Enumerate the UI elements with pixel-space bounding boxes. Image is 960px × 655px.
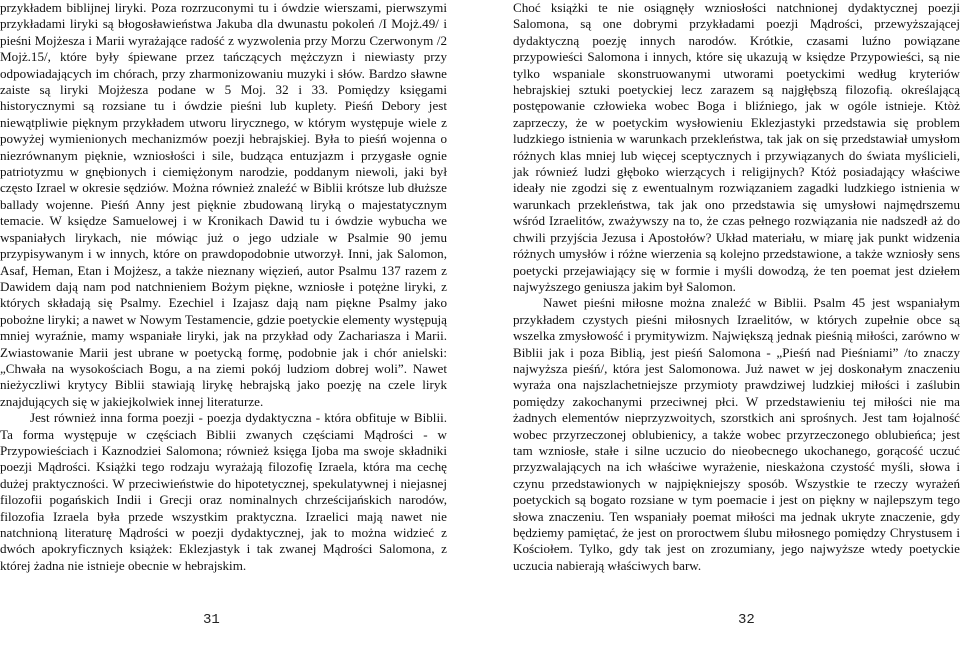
right-page-text	[513, 0, 960, 574]
left-page-number: 31	[203, 612, 220, 628]
right-paragraph-2: Nawet pieśni miłosne można znaleźć w Biblii. Psalm 45 jest wspaniałym przykładem czystych pieśni miłosnych Izraelitów, w których zupełnie obce są wszelka zmysłowość i prymitywizm. Największą jednak pieśnią miłości, zarówno w Biblii jak i poza Biblią, jest pieśń Salomona - „Pieśń nad Pieśniami” /to znaczy najwyższa pieśń/, która jest Salomonowa. Już nawet w jej doskonałym znaczeniu wyraża ona najszlachetniejsze przymioty prawdziwej ludzkiej miłości i zaślubin pomiędzy zakochanymi przeciwnej płci. W przedstawieniu tej miłości nie ma żadnych elementów nieprzyzwoitych, szorstkich ani sprośnych. Jest tam łojalność wobec przyrzeczonej oblubienicy, a także wobec przyrzeczonego oblubieńca; jest tam wzniosłe, stałe i silne uczucio do nieobecnego ukochanego, gorącość uczuć przyzwalających na ich właściwe wyrażenie, nieskażona czystość myśli, słowa i czynu przedstawionych w najpiękniejszy sposób. Wszystkie te rzeczy wyrażeń poetyckich są bogato rozsiane w tym poemacie i jest on piękny w najlepszym tego słowa znaczeniu. Ten wspaniały poemat miłości ma jednak ukryte znaczenie, gdy będziemy pamiętać, że jest on proroctwem ślubu miłosnego pomiędzy Chrystusem i Kościołem. Tylko, gdy tak jest on zrozumiany, jego najwyższe wtedy poetyckie uczucia nabierają właściwych barw.	[513, 295, 960, 573]
left-paragraph-1: przykładem biblijnej liryki. Poza rozrzuconymi tu i ówdzie wierszami, pierwszymi przykładami liryki są błogosławieństwa Jakuba dla dwunastu pokoleń /I Mojż.49/ i pieśni Mojżesza i Marii wyrażające radość z wyzwolenia przy Morzu Czerwonym /2 Mojż.15/, które były śpiewane przez tańczących mężczyzn i niewiasty przy odpowiadających im chórach, przy zharmonizowaniu muzyki i słów. Bardzo sławne zaiste są liryki Mojżesza podane w 5 Moj. 32 i 33. Pomiędzy księgami historycznymi są rozsiane tu i ówdzie pieśni lub kuplety. Pieśń Debory jest niewątpliwie pięknym przykładem utworu lirycznego, w którym występuje wiele z powyżej wymienionych mechanizmów poezji hebrajskiej. Była to pieśń wojenna o niezrównanym pięknie, wzniosłości i sile, budząca entuzjazm i przygasłe ognie patriotyzmu w gnębionych i ciemiężonym narodzie, poddanym niewoli, jaki był często Izrael w okresie sędziów. Można również znaleźć w Biblii krótsze lub dłuższe ballady wojenne. Pieśń Anny jest pięknie zbudowaną liryką o majestatycznym temacie. W księdze Samuelowej i w Kronikach Dawid tu i ówdzie wybucha we wspaniałych lirykach, nie mówiąc już o jego udziale w Psalmie 90 jemu przypisywanym i w innych, które on prawdopodobnie utworzył. Inni, jak Salomon, Asaf, Heman, Etan i Mojżesz, a także nieznany więzień, autor Psalmu 137 razem z Dawidem dają nam pod natchnieniem Bożym piękne, wzniosłe i potężne liryki, z których składają się Psalmy. Ezechiel i Izajasz dają nam piękne Psalmy jako pobożne liryki; a nawet w Nowym Testamencie, gdzie poetyckie elementy występują mniej wyraźnie, mamy wspaniałe liryki, jak na przykład ody Zachariasza i Marii. Zwiastowanie Marii jest ubrane w poetycką formę, podobnie jak i chór anielski: „Chwała na wysokościach Bogu, a na ziemi pokój ludziom dobrej woli”. Nawet nieżyczliwi krytycy Biblii stawiają lirykę hebrajską jako poezję na czele liryk znajdujących się w jakiejkolwiek innej literaturze.	[0, 0, 447, 409]
right-paragraph-1: Choć książki te nie osiągnęły wzniosłości natchnionej dydaktycznej poezji Salomona, są one dobrymi przykładami poezji Mądrości, przewyższającej dydaktyczną poezję innych narodów. Krótkie, czasami luźno powiązane przypowieści Salomona i innych, które się ukazują w księdze Przypowieści, są nie tylko wspaniale skonstruowanymi utworami poetyckimi według kryteriów hebrajskiej sztuki poetyckiej lecz zarazem są najgłębszą filozofią. określającą postępowanie człowieka wobec Boga i bliźniego, jak w ogóle istnieje. Ktòż zaprzeczy, że w poetyckim wysłowieniu Eklezjastyki przedstawia się problem ludzkiego istnienia w warunkach przekleństwa, tak jak on się przedstawiał umysłom różnych klas mniej lub więcej sceptycznych i przywiązanych do świata myślicieli, jak równieź ludzi głęboko wierzących i religijnych? Któż posiadający właściwe ideały nie zgodzi się z ewentualnym rozwiązaniem zagadki ludzkiego istnienia w warunkach przekleństwa, tak jak ono przedstawia się umysłowi najmędrszemu wśród Izraelitów, zważywszy na to, że czas pełnego rozwiązania nie nadszedł aż do chwili przyjścia Jezusa i Apostołów? Układ materiału, w miarę jak punkt widzenia różnych umysłów i różne wierzenia są kolejno przedstawione, a także wzniosły sens poetycki przejawiający się w formie i myśli dowodzą, że ten poemat jest dziełem najwyższego geniusza jakim był Salomon.	[513, 0, 960, 294]
left-paragraph-2: Jest również inna forma poezji - poezja dydaktyczna - która obfituje w Biblii. Ta forma występuje w częściach Biblii zwanych częściami Mądrości - w Przypowieściach i Kaznodziei Salomona; również księga Ijoba ma swoje składniki poezji Mądrości. Książki tego rodzaju wyrażają filozofię Izraela, która ma cechę dużej praktyczności. W przeciwieństwie do hipotetycznej, spekulatywnej i niejasnej filozofii pogańskich Indii i Grecji oraz nominalnych chrześcijańskich narodów, filozofia Izraela była przede wszystkim praktyczna. Izraelici mają nawet nie natchnioną literaturę Mądrości w poezji dydaktycznej, jak to można widzieć z dwóch apokryficznych książek: Eklezjastyk i tak zwanej Mądrości Salomona, z której żadna nie istnieje obecnie w hebrajskim.	[0, 410, 447, 573]
left-page-text	[0, 0, 447, 574]
right-page-number: 32	[738, 612, 755, 628]
